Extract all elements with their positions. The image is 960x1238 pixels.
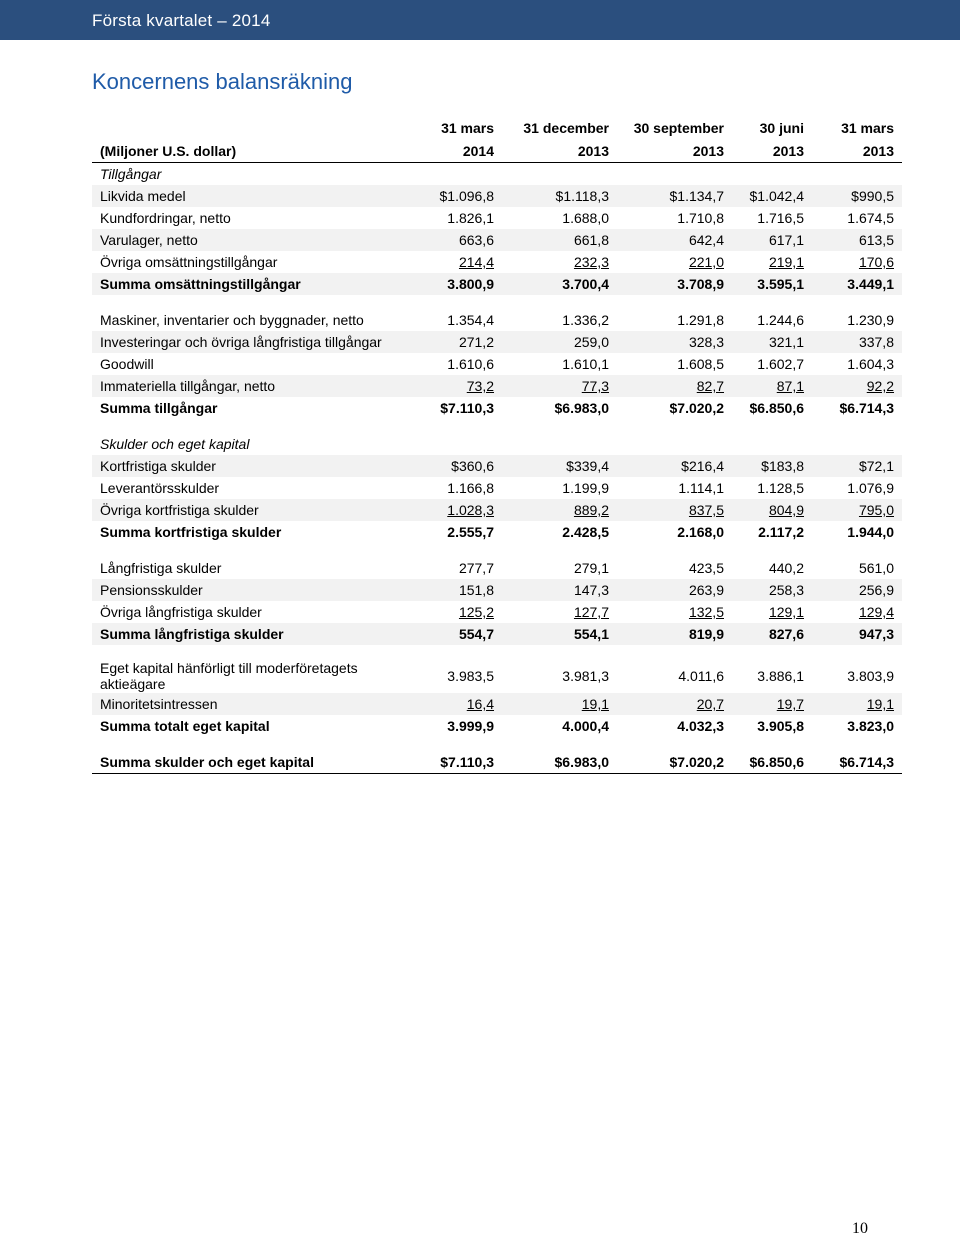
row-label: Skulder och eget kapital — [100, 436, 250, 452]
value-cell: $7.020,2 — [617, 751, 732, 774]
value-cell — [617, 433, 732, 455]
underlined-value: 889,2 — [573, 502, 609, 518]
value-cell: 1.199,9 — [562, 480, 609, 496]
underlined-value: 19,1 — [866, 696, 894, 712]
page-number: 10 — [852, 1220, 868, 1237]
value-cell — [502, 693, 617, 715]
spacer-row — [92, 645, 902, 659]
value-cell: $990,5 — [812, 185, 902, 207]
value-cell: 1.166,8 — [447, 480, 494, 496]
value-cell — [732, 499, 812, 521]
value-cell: 1.230,9 — [847, 312, 894, 328]
value-cell: 561,0 — [858, 560, 894, 576]
table-row — [92, 521, 902, 543]
value-cell: $7.110,3 — [427, 751, 502, 774]
value-cell — [812, 601, 902, 623]
value-cell: 663,6 — [427, 229, 502, 251]
value-cell — [732, 295, 812, 309]
header-cell: 30 september — [633, 120, 724, 136]
value-cell: 440,2 — [768, 560, 804, 576]
value-cell: $6.850,6 — [732, 751, 812, 774]
value-cell — [812, 693, 902, 715]
row-label — [92, 645, 427, 659]
value-cell: $339,4 — [502, 455, 617, 477]
value-cell — [812, 295, 902, 309]
underlined-value: 1.028,3 — [447, 502, 494, 518]
table-row — [92, 659, 902, 693]
value-cell — [732, 543, 812, 557]
value-cell — [617, 375, 732, 397]
header-cell — [92, 116, 427, 140]
underlined-value: 795,0 — [858, 502, 894, 518]
value-cell — [617, 499, 732, 521]
value-cell — [812, 499, 902, 521]
value-cell: 947,3 — [812, 623, 902, 645]
underlined-value: 132,5 — [688, 604, 724, 620]
value-cell: 3.800,9 — [427, 273, 502, 295]
table-row — [92, 375, 902, 397]
header-cell: 30 juni — [759, 120, 804, 136]
value-cell: 3.905,8 — [757, 718, 804, 734]
value-cell — [812, 251, 902, 273]
value-cell: 819,9 — [617, 623, 732, 645]
table-row — [92, 693, 902, 715]
value-cell: 1.710,8 — [677, 210, 724, 226]
value-cell: 827,6 — [732, 623, 812, 645]
table-row — [92, 557, 902, 579]
table-row — [92, 623, 902, 645]
value-cell — [812, 543, 902, 557]
value-cell: 1.610,6 — [447, 356, 494, 372]
header-cell: 31 mars — [841, 120, 894, 136]
underlined-value: 19,1 — [581, 696, 609, 712]
header-cell: 2013 — [617, 140, 732, 163]
row-label: Maskiner, inventarier och byggnader, netto — [100, 312, 364, 328]
value-cell: $1.118,3 — [502, 185, 617, 207]
value-cell: 1.604,3 — [847, 356, 894, 372]
value-cell: 328,3 — [617, 331, 732, 353]
value-cell — [502, 601, 617, 623]
value-cell — [502, 433, 617, 455]
value-cell: 271,2 — [427, 331, 502, 353]
section-header-row — [92, 433, 902, 455]
value-cell — [732, 251, 812, 273]
header-bar — [0, 0, 960, 40]
value-cell — [427, 251, 502, 273]
value-cell: 642,4 — [617, 229, 732, 251]
value-cell: 554,1 — [502, 623, 617, 645]
underlined-value: 129,4 — [858, 604, 894, 620]
header-cell: 2013 — [502, 140, 617, 163]
row-label: Leverantörsskulder — [100, 480, 220, 496]
underlined-value: 82,7 — [696, 378, 724, 394]
value-cell — [502, 737, 617, 751]
value-cell: $360,6 — [427, 455, 502, 477]
table-row — [92, 251, 902, 273]
value-cell — [617, 163, 732, 186]
value-cell — [812, 737, 902, 751]
row-label: Likvida medel — [92, 185, 427, 207]
value-cell — [427, 543, 502, 557]
value-cell: 259,0 — [502, 331, 617, 353]
value-cell — [812, 433, 902, 455]
value-cell — [502, 543, 617, 557]
balance-sheet-table — [92, 116, 902, 774]
value-cell: $1.134,7 — [617, 185, 732, 207]
row-label: Summa tillgångar — [100, 400, 218, 416]
row-label: Minoritetsintressen — [92, 693, 427, 715]
row-label: Kundfordringar, netto — [100, 210, 231, 226]
value-cell: 337,8 — [812, 331, 902, 353]
table-row — [92, 499, 902, 521]
table-row — [92, 751, 902, 774]
value-cell: 1.716,5 — [757, 210, 804, 226]
header-cell: (Miljoner U.S. dollar) — [92, 140, 427, 163]
underlined-value: 129,1 — [768, 604, 804, 620]
value-cell: 1.336,2 — [562, 312, 609, 328]
value-cell: 661,8 — [502, 229, 617, 251]
spacer-row — [92, 419, 902, 433]
row-label: Summa omsättningstillgångar — [92, 273, 427, 295]
table-row — [92, 331, 902, 353]
value-cell: 1.128,5 — [757, 480, 804, 496]
value-cell: $6.983,0 — [554, 400, 609, 416]
header-text: Första kvartalet – 2014 — [92, 11, 271, 30]
value-cell — [427, 375, 502, 397]
page-title: Koncernens balansräkning — [92, 69, 353, 94]
value-cell: 1.076,9 — [847, 480, 894, 496]
header-row-years — [92, 140, 902, 163]
value-cell: 4.011,6 — [678, 668, 724, 684]
value-cell: 554,7 — [427, 623, 502, 645]
row-label: Övriga omsättningstillgångar — [100, 254, 278, 270]
underlined-value: 125,2 — [458, 604, 494, 620]
value-cell: 2.555,7 — [447, 524, 494, 540]
value-cell: $6.983,0 — [502, 751, 617, 774]
row-label: Immateriella tillgångar, netto — [92, 375, 427, 397]
value-cell: $6.714,3 — [839, 400, 894, 416]
table-row — [92, 455, 902, 477]
value-cell: 3.983,5 — [447, 668, 494, 684]
value-cell — [502, 295, 617, 309]
table-row — [92, 207, 902, 229]
value-cell: 423,5 — [688, 560, 724, 576]
value-cell — [617, 543, 732, 557]
value-cell — [617, 645, 732, 659]
value-cell: $183,8 — [732, 455, 812, 477]
value-cell: $72,1 — [812, 455, 902, 477]
value-cell — [732, 693, 812, 715]
row-label: Varulager, netto — [92, 229, 427, 251]
value-cell: 1.291,8 — [677, 312, 724, 328]
value-cell: $6.714,3 — [812, 751, 902, 774]
row-label — [92, 295, 427, 309]
value-cell — [732, 737, 812, 751]
value-cell: 1.114,1 — [678, 480, 724, 496]
value-cell: 277,7 — [458, 560, 494, 576]
underlined-value: 20,7 — [696, 696, 724, 712]
value-cell: 2.168,0 — [677, 524, 724, 540]
value-cell: 1.610,1 — [562, 356, 609, 372]
underlined-value: 19,7 — [776, 696, 804, 712]
row-label: Långfristiga skulder — [100, 560, 222, 576]
value-cell — [502, 419, 617, 433]
row-label: Summa skulder och eget kapital — [92, 751, 427, 774]
row-label: Kortfristiga skulder — [92, 455, 427, 477]
value-cell — [427, 295, 502, 309]
underlined-value: 219,1 — [768, 254, 804, 270]
value-cell — [427, 419, 502, 433]
value-cell — [732, 645, 812, 659]
header-cell: 2013 — [732, 140, 812, 163]
value-cell — [617, 251, 732, 273]
row-label: Övriga kortfristiga skulder — [92, 499, 427, 521]
value-cell: $7.020,2 — [669, 400, 724, 416]
value-cell: 3.700,4 — [502, 273, 617, 295]
value-cell — [502, 645, 617, 659]
value-cell — [732, 163, 812, 186]
table-row — [92, 185, 902, 207]
value-cell: 1.608,5 — [677, 356, 724, 372]
underlined-value: 92,2 — [866, 378, 894, 394]
value-cell: 3.708,9 — [617, 273, 732, 295]
row-label: Eget kapital hänförligt till moderföretagets aktieägare — [100, 660, 358, 692]
value-cell: 613,5 — [812, 229, 902, 251]
value-cell: 279,1 — [573, 560, 609, 576]
table-row — [92, 397, 902, 419]
table-row — [92, 477, 902, 499]
value-cell — [617, 601, 732, 623]
header-row-dates — [92, 116, 902, 140]
spacer-row — [92, 295, 902, 309]
value-cell: 263,9 — [617, 579, 732, 601]
value-cell: 1.602,7 — [757, 356, 804, 372]
value-cell — [427, 693, 502, 715]
spacer-row — [92, 543, 902, 557]
value-cell: 1.354,4 — [447, 312, 494, 328]
row-label: Summa långfristiga skulder — [92, 623, 427, 645]
underlined-value: 214,4 — [458, 254, 494, 270]
value-cell: 1.944,0 — [847, 524, 894, 540]
value-cell: $216,4 — [617, 455, 732, 477]
header-cell: 31 mars — [441, 120, 494, 136]
row-label: Tillgångar — [100, 166, 162, 182]
value-cell — [427, 645, 502, 659]
value-cell: 2.428,5 — [562, 524, 609, 540]
value-cell — [812, 419, 902, 433]
value-cell: 3.999,9 — [447, 718, 494, 734]
value-cell: 3.981,3 — [562, 668, 609, 684]
underlined-value: 837,5 — [688, 502, 724, 518]
underlined-value: 16,4 — [466, 696, 494, 712]
value-cell — [617, 295, 732, 309]
value-cell: 617,1 — [732, 229, 812, 251]
value-cell — [427, 737, 502, 751]
value-cell — [617, 419, 732, 433]
underlined-value: 804,9 — [768, 502, 804, 518]
value-cell — [427, 499, 502, 521]
header-cell: 2013 — [812, 140, 902, 163]
value-cell: 3.823,0 — [847, 718, 894, 734]
value-cell: 256,9 — [812, 579, 902, 601]
value-cell: 3.449,1 — [812, 273, 902, 295]
value-cell: 3.886,1 — [757, 668, 804, 684]
row-label: Summa kortfristiga skulder — [100, 524, 282, 540]
row-label: Summa totalt eget kapital — [100, 718, 270, 734]
value-cell: 1.244,6 — [757, 312, 804, 328]
header-cell: 31 december — [523, 120, 609, 136]
value-cell: 258,3 — [732, 579, 812, 601]
value-cell — [812, 375, 902, 397]
table-row — [92, 353, 902, 375]
table-row — [92, 309, 902, 331]
value-cell: $7.110,3 — [440, 400, 494, 416]
value-cell — [502, 251, 617, 273]
value-cell — [812, 163, 902, 186]
value-cell: $1.096,8 — [427, 185, 502, 207]
underlined-value: 232,3 — [573, 254, 609, 270]
row-label: Övriga långfristiga skulder — [100, 604, 262, 620]
underlined-value: 77,3 — [581, 378, 609, 394]
value-cell: 4.032,3 — [677, 718, 724, 734]
table-row — [92, 273, 902, 295]
row-label — [92, 737, 427, 751]
value-cell — [502, 375, 617, 397]
underlined-value: 73,2 — [466, 378, 494, 394]
value-cell — [732, 419, 812, 433]
value-cell — [427, 601, 502, 623]
underlined-value: 170,6 — [858, 254, 894, 270]
row-label — [92, 419, 427, 433]
row-label — [92, 543, 427, 557]
value-cell: $1.042,4 — [732, 185, 812, 207]
spacer-row — [92, 737, 902, 751]
value-cell — [732, 375, 812, 397]
value-cell — [617, 693, 732, 715]
underlined-value: 127,7 — [573, 604, 609, 620]
table-row — [92, 715, 902, 737]
value-cell: 151,8 — [427, 579, 502, 601]
row-label: Goodwill — [100, 356, 154, 372]
value-cell: 1.674,5 — [847, 210, 894, 226]
table-row — [92, 579, 902, 601]
underlined-value: 221,0 — [688, 254, 724, 270]
value-cell — [732, 433, 812, 455]
value-cell: 3.803,9 — [847, 668, 894, 684]
value-cell: 3.595,1 — [732, 273, 812, 295]
value-cell: 4.000,4 — [562, 718, 609, 734]
table-row — [92, 601, 902, 623]
row-label: Pensionsskulder — [92, 579, 427, 601]
value-cell: 1.826,1 — [447, 210, 494, 226]
value-cell: 1.688,0 — [562, 210, 609, 226]
underlined-value: 87,1 — [776, 378, 804, 394]
value-cell: 321,1 — [732, 331, 812, 353]
value-cell — [617, 737, 732, 751]
table-row — [92, 229, 902, 251]
value-cell — [732, 601, 812, 623]
value-cell — [812, 645, 902, 659]
value-cell — [502, 163, 617, 186]
section-header-row — [92, 163, 902, 186]
value-cell: $6.850,6 — [749, 400, 804, 416]
row-label: Investeringar och övriga långfristiga tillgångar — [92, 331, 427, 353]
value-cell — [502, 499, 617, 521]
value-cell — [427, 163, 502, 186]
value-cell: 2.117,2 — [758, 524, 804, 540]
value-cell: 147,3 — [502, 579, 617, 601]
header-cell: 2014 — [427, 140, 502, 163]
value-cell — [427, 433, 502, 455]
